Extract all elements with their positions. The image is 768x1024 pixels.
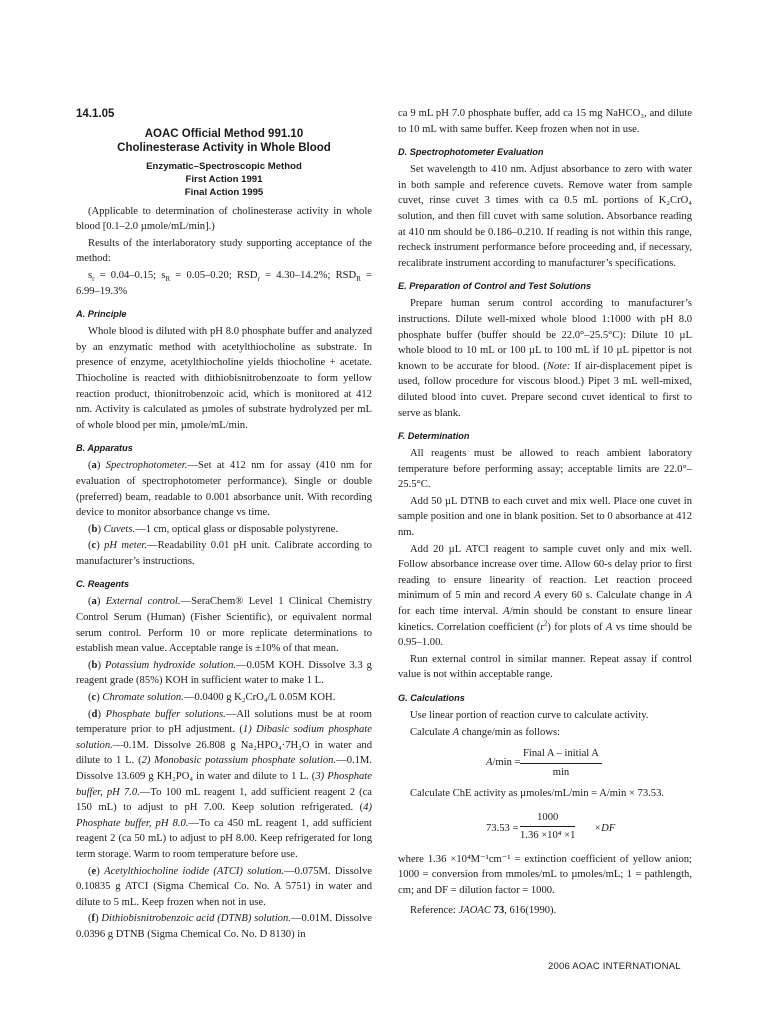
- page-footer: 2006 AOAC INTERNATIONAL: [548, 961, 681, 972]
- right-column: [398, 106, 692, 919]
- statistics: $s_r = 0.04-0.15$; $s_R = 0.05-0.20$; $RSD_r = 4.30-14.2\%$; $RSD_R = 6.99-19.3\%$: [76, 269, 373, 297]
- reagent-e: (e) Acetylthiocholine iodide (ATCI) solution.—0.075M. Dissolve 0.10835 g ATCI (Sigma Chemical Co. No. A 5751) in water and dilute to 5 mL. Keep frozen when not in use.: [76, 865, 372, 908]
- reagent-f: (f) Dithiobisnitrobenzoic acid (DTNB) solution.—0.01M. Dissolve 0.0396 g DTNB (Sigma Chemical Co. No. D 8130) in: [76, 913, 372, 940]
- method-subtitle: Enzymatic–Spectroscopic Method: [146, 160, 302, 172]
- determination-p2: Add 50 µL DTNB to each cuvet and mix well. Place one cuvet in sample position and one in blank position. Set to 0 absorbance at 412 nm.: [398, 495, 692, 539]
- results-intro: Results of the interlaboratory study supporting acceptance of the method:: [76, 237, 372, 265]
- apparatus-b: (b) Cuvets.—1 cm, optical glass or disposable polystyrene.: [88, 523, 339, 535]
- heading-spectro-eval: D. Spectrophotometer Evaluation: [398, 147, 544, 158]
- apparatus-c: (c) pH meter.—Readability 0.01 pH unit. Calibrate according to manufacturer’s instructions.: [76, 540, 372, 567]
- eq2-numerator: 1000: [520, 810, 575, 828]
- applicability: (Applicable to determination of cholinesterase activity in whole blood [0.1–2.0 µmole/mL/min].): [76, 205, 372, 233]
- determination-p3: Add 20 µL ATCI reagent to sample cuvet only and mix well. Follow absorbance increase over time. Allow 60-s delay prior to first reading to ensure linearity of reaction. Let reaction proceed minimum of 5 min and record A every 60 s. Calculate change in A for each time interval. A/min should be constant to ensure linear kinetics. Correlation coefficient $(r^2)$ for plots of A vs time should be 0.95–1.00.: [398, 543, 693, 649]
- calc-p3: Calculate ChE activity as µmoles/mL/min = A/min × 73.53.: [410, 788, 665, 800]
- heading-principle: A. Principle: [76, 309, 127, 320]
- heading-apparatus: B. Apparatus: [76, 443, 133, 454]
- method-number: AOAC Official Method 991.10: [144, 127, 304, 140]
- spectro-eval-text: Set wavelength to 410 nm. Adjust absorbance to zero with water in both sample and reference cuvets. Remove water from sample cuvet, rinse cuvet 3 times with ca 0.5 mL portions of K₂CrO₄ solution, and then fill cuvet with same solution. Absorbance reading at 410 nm should be 0.186–0.210. If reading is not within this range, recheck instrument performance before proceeding and, if necessary, recalibrate instrument according to manufacturer’s specifications.: [398, 164, 692, 269]
- heading-calculations: G. Calculations: [398, 693, 465, 703]
- equation-a-per-min: A/min = Final A – initial A min: [398, 746, 692, 780]
- calc-p1: Use linear portion of reaction curve to calculate activity.: [410, 710, 649, 721]
- principle-text: Whole blood is diluted with pH 8.0 phosphate buffer and analyzed by an enzymatic method with acetylthiocholine as substrate. In presence of enzyme, acetylthiocholine yields thiocholine + acetate. Thiocholine is reacted with dithiobisnitrobenzoate to form yellow reaction product, thionitrobenzoic acid, which is monitored at 412 nm. Activity is calculated as µmoles of substrate hydrolyzed per mL of whole blood per min, µmole/mL/min.: [76, 326, 372, 431]
- calc-where: where 1.36 ×10⁴M⁻¹cm⁻¹ = extinction coefficient of yellow anion; 1000 = conversion from mmoles/mL to µmoles/mL; 1 = pathlength, cm; and DF = dilution factor = 1000.: [398, 853, 692, 896]
- reagent-c: (c) Chromate solution.—0.0400 g K₂CrO₄/L 0.05M KOH.: [88, 692, 336, 704]
- determination-p4: Run external control in similar manner. Repeat assay if control value is not within acceptable range.: [398, 653, 692, 681]
- heading-reagents: C. Reagents: [76, 579, 130, 590]
- determination-p1: All reagents must be allowed to reach ambient laboratory temperature before performing assay; acceptable limits are 22.0°–25.5°C.: [398, 448, 692, 491]
- eq1-denominator: min: [552, 766, 570, 778]
- eq1-numerator: Final A – initial A: [520, 746, 602, 764]
- preparation-text: Prepare human serum control according to manufacturer’s instructions. Dilute well-mixed whole blood 1:1000 with pH 8.0 phosphate buffer (buffer should be 22.0°–25.5°C): Dilute 10 µL whole blood to 10 mL or 100 µL to 100 mL if 10 µL pipettor is not known to be accurate for blood. (Note: If air-displacement pipet is used, follow procedure for viscous blood.) Pipet 3 mL well-mixed, diluted blood into cuvet. Prepare second cuvet identical to first to serve as blank.: [398, 298, 693, 419]
- apparatus-a: (a) Spectrophotometer.—Set at 412 nm for assay (410 nm for evaluation of spectrophotometer performance). Single or double (preferred) beam, readable to 0.001 absorbance unit. With recording device to monitor absorbance change vs time.: [76, 460, 372, 519]
- final-action: Final Action 1995: [184, 186, 264, 198]
- left-column: [76, 107, 372, 944]
- heading-determination: F. Determination: [398, 431, 470, 442]
- method-title: Cholinesterase Activity in Whole Blood: [117, 141, 331, 154]
- reference: Reference: JAOAC 73, 616(1990).: [410, 904, 557, 916]
- section-number: 14.1.05: [76, 108, 115, 120]
- reagent-f-continued: ca 9 mL pH 7.0 phosphate buffer, add ca 15 mg NaHCO₃, and dilute to 10 mL with same buffer. Keep frozen when not in use.: [398, 108, 692, 135]
- reagent-a: (a) External control.—SeraChem® Level 1 Clinical Chemistry Control Serum (Human) (Fisher Scientific), or equivalent normal serum control. Perform 10 or more replicate determinations to establish mean value. Acceptable range is ±10% of that mean.: [76, 596, 372, 655]
- equation-factor: 73.53 = $\frac{1000}{\text{1.36 ×10⁴ ×1}}$ ×DF: [398, 810, 692, 846]
- eq2-denominator: 1.36 ×10⁴ ×1: [520, 830, 576, 842]
- calc-p2: Calculate A change/min as follows:: [410, 726, 561, 738]
- first-action: First Action 1991: [185, 173, 263, 185]
- reagent-b: (b) Potassium hydroxide solution.—0.05M KOH. Dissolve 3.3 g reagent grade (85%) KOH in sufficient water to make 1 L.: [76, 659, 372, 687]
- heading-preparation: E. Preparation of Control and Test Solutions: [398, 281, 592, 292]
- reagent-d: (d) Phosphate buffer solutions.—All solutions must be at room temperature prior to pH adjustment. (1) Dibasic sodium phosphate solution.—0.1M. Dissolve 26.808 g Na₂HPO₄·7H₂O in water and dilute to 1 L. (2) Monobasic potassium phosphate solution.—0.1M. Dissolve 13.609 g KH₂PO₄ in water and dilute to 1 L. (3) Phosphate buffer, pH 7.0.—To 100 mL reagent 1, add sufficient reagent 2 (ca 150 mL) to adjust to pH 7.00. Keep solution refrigerated. (4) Phosphate buffer, pH 8.0.—To ca 450 mL reagent 1, add sufficient reagent 2 (ca 50 mL) to adjust to pH 8.00. Keep refrigerated for long term storage. Warm to room temperature before use.: [76, 708, 373, 860]
